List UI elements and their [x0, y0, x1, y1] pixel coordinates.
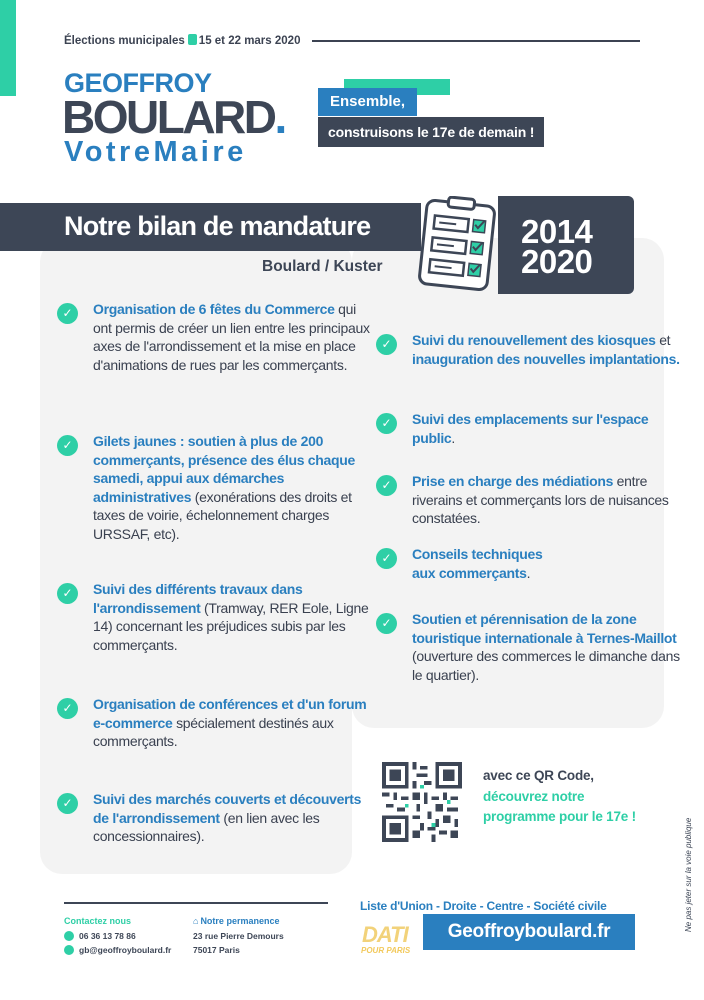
slogan-line-2: construisons le 17e de demain !	[318, 117, 544, 147]
phone-icon	[64, 931, 74, 941]
check-circle-icon: ✓	[376, 334, 397, 355]
logo-role: VotreMaire	[64, 136, 247, 168]
check-circle-icon: ✓	[376, 413, 397, 434]
mail-icon	[64, 945, 74, 955]
qr-code[interactable]	[382, 762, 462, 842]
contact-phone[interactable]: 06 36 13 78 86	[64, 931, 136, 941]
footer-rule	[64, 902, 328, 904]
office-address-2: 75017 Paris	[193, 945, 240, 955]
slogan-line-1: Ensemble,	[318, 88, 417, 116]
election-dates: Élections municipales 15 et 22 mars 2020	[64, 35, 301, 47]
header-rule	[312, 40, 640, 42]
home-icon: ⌂	[193, 916, 199, 926]
logo-last-name: BOULARD.	[62, 91, 285, 143]
dati-logo-subtitle: POUR PARIS	[361, 946, 411, 955]
union-list: Liste d'Union - Droite - Centre - Société civile	[360, 899, 607, 913]
page-title: Notre bilan de mandature	[64, 211, 371, 241]
check-circle-icon: ✓	[57, 793, 78, 814]
accent-strip	[0, 0, 16, 96]
litter-notice: Ne pas jeter sur la voie publique	[684, 817, 693, 932]
check-circle-icon: ✓	[57, 435, 78, 456]
year-end: 2020	[521, 243, 593, 280]
website-link[interactable]: Geoffroyboulard.fr	[423, 914, 635, 950]
checklist-clipboard-icon	[414, 196, 500, 294]
year-start: 2014	[521, 213, 593, 250]
logo-first-name: GEOFFROY	[64, 68, 212, 98]
thumbs-up-icon	[188, 34, 197, 45]
office-title: ⌂ Notre permanence	[193, 916, 280, 926]
contact-title: Contactez nous	[64, 916, 132, 926]
check-circle-icon: ✓	[57, 583, 78, 604]
page-subtitle: Boulard / Kuster	[262, 258, 383, 275]
dati-logo: DATI	[362, 922, 408, 947]
check-circle-icon: ✓	[376, 613, 397, 634]
office-address-1: 23 rue Pierre Demours	[193, 931, 284, 941]
qr-caption: avec ce QR Code, découvrez notre programme pour le 17e !	[483, 768, 636, 824]
check-circle-icon: ✓	[376, 475, 397, 496]
contact-email[interactable]: gb@geoffroyboulard.fr	[64, 945, 171, 955]
check-circle-icon: ✓	[57, 698, 78, 719]
check-circle-icon: ✓	[57, 303, 78, 324]
check-circle-icon: ✓	[376, 548, 397, 569]
